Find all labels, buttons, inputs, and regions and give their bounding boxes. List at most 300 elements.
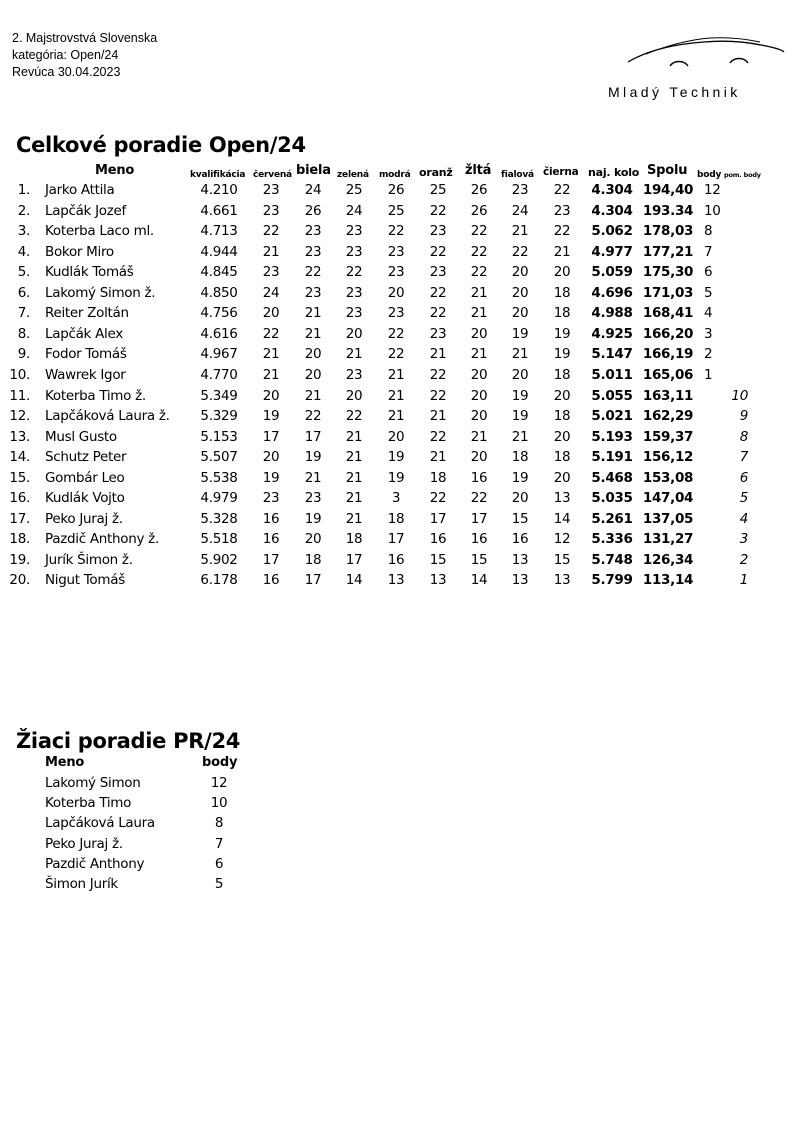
- naj-cell: 5.035: [591, 490, 633, 507]
- rank-cell: 1.: [17, 182, 30, 198]
- naj-cell: 5.468: [591, 469, 633, 486]
- body-cell: 4: [704, 305, 713, 322]
- cervena-cell: 23: [262, 264, 280, 281]
- cervena-cell: 17: [262, 428, 280, 445]
- oranz-cell: 21: [429, 449, 447, 466]
- competitor-name-cell: Lapčák Jozef: [45, 202, 126, 219]
- naj-cell: 5.055: [591, 387, 633, 404]
- fialova-cell: 23: [511, 182, 529, 198]
- spolu-cell: 147,04: [642, 490, 694, 507]
- kval-cell: 4.756: [200, 305, 238, 322]
- competitor-name-cell: Lapčáková Laura ž.: [45, 408, 170, 425]
- kval-cell: 4.850: [200, 284, 238, 301]
- table-row: [0, 221, 800, 241]
- spolu-cell: 166,20: [642, 325, 694, 342]
- cierna-cell: 23: [553, 202, 571, 219]
- zlta-cell: 20: [470, 408, 488, 425]
- spolu-cell: 163,11: [642, 387, 694, 404]
- competitor-name-cell: Fodor Tomáš: [45, 346, 127, 363]
- cierna-cell: 15: [553, 551, 571, 568]
- rank-cell: 15.: [9, 469, 30, 486]
- body-cell: 8: [214, 815, 224, 832]
- cierna-cell: 22: [553, 182, 571, 198]
- fialova-cell: 21: [511, 428, 529, 445]
- fialova-cell: 16: [511, 531, 529, 548]
- naj-cell: 5.799: [591, 572, 633, 589]
- spolu-cell: 156,12: [642, 449, 694, 466]
- cierna-cell: 12: [553, 531, 571, 548]
- modra-cell: 20: [387, 284, 405, 301]
- modra-cell: 19: [387, 449, 405, 466]
- modra-cell: 22: [387, 223, 405, 240]
- spolu-cell: 137,05: [642, 510, 694, 527]
- zelena-cell: 21: [345, 346, 363, 363]
- body-cell: 6: [214, 855, 224, 872]
- naj-cell: 5.193: [591, 428, 633, 445]
- oranz-cell: 22: [429, 428, 447, 445]
- col-header-name: Meno: [95, 163, 135, 178]
- kval-cell: 5.518: [200, 531, 238, 548]
- biela-cell: 17: [304, 428, 322, 445]
- cervena-cell: 20: [262, 387, 280, 404]
- naj-cell: 4.977: [591, 243, 633, 260]
- table-row: [0, 813, 300, 833]
- zelena-cell: 24: [345, 202, 363, 219]
- zelena-cell: 14: [345, 572, 363, 589]
- zelena-cell: 20: [345, 325, 363, 342]
- zelena-cell: 17: [345, 551, 363, 568]
- biela-cell: 24: [304, 182, 322, 198]
- cervena-cell: 20: [262, 449, 280, 466]
- biela-cell: 21: [304, 325, 322, 342]
- cierna-cell: 20: [553, 428, 571, 445]
- competitor-name-cell: Peko Juraj ž.: [45, 835, 123, 852]
- table-row: [0, 406, 800, 426]
- body-cell: 10: [210, 795, 228, 812]
- spolu-cell: 165,06: [642, 366, 694, 383]
- kval-cell: 4.979: [200, 490, 238, 507]
- competitor-name-cell: Koterba Timo ž.: [45, 387, 146, 404]
- rank-cell: 11.: [9, 387, 30, 404]
- cierna-cell: 20: [553, 387, 571, 404]
- zelena-cell: 23: [345, 305, 363, 322]
- competitor-name-cell: Reiter Zoltán: [45, 305, 129, 322]
- zelena-cell: 22: [345, 264, 363, 281]
- biela-cell: 17: [304, 572, 322, 589]
- cervena-cell: 19: [262, 469, 280, 486]
- juniors-col-header-body: body: [202, 755, 238, 770]
- oranz-cell: 23: [429, 325, 447, 342]
- fialova-cell: 24: [511, 202, 529, 219]
- table-row: [0, 468, 800, 488]
- table-row: [0, 242, 800, 262]
- body-cell: 2: [704, 346, 713, 363]
- rank-cell: 16.: [9, 490, 30, 507]
- col-header-oranz: oranž: [419, 166, 453, 179]
- biela-cell: 21: [304, 469, 322, 486]
- naj-cell: 5.059: [591, 264, 633, 281]
- fialova-cell: 21: [511, 223, 529, 240]
- mlady-technik-logo: [608, 30, 788, 105]
- spolu-cell: 113,14: [642, 572, 694, 589]
- biela-cell: 23: [304, 243, 322, 260]
- logo-text: Mladý Technik: [608, 84, 741, 100]
- biela-cell: 23: [304, 490, 322, 507]
- competitor-name-cell: Musl Gusto: [45, 428, 117, 445]
- zlta-cell: 22: [470, 490, 488, 507]
- col-header-body: body: [697, 170, 722, 180]
- naj-cell: 4.696: [591, 284, 633, 301]
- biela-cell: 23: [304, 223, 322, 240]
- fialova-cell: 18: [511, 449, 529, 466]
- biela-cell: 22: [304, 408, 322, 425]
- rank-cell: 14.: [9, 449, 30, 466]
- kval-cell: 6.178: [200, 572, 238, 589]
- modra-cell: 18: [387, 510, 405, 527]
- body-cell: 5: [214, 876, 224, 892]
- cervena-cell: 21: [262, 243, 280, 260]
- rank-cell: 6.: [17, 284, 30, 301]
- cervena-cell: 16: [262, 531, 280, 548]
- pom-body-cell: 5: [739, 490, 748, 507]
- modra-cell: 16: [387, 551, 405, 568]
- modra-cell: 21: [387, 366, 405, 383]
- fialova-cell: 20: [511, 490, 529, 507]
- modra-cell: 17: [387, 531, 405, 548]
- spolu-cell: 193.34: [642, 202, 694, 219]
- table-row: [0, 509, 800, 529]
- zelena-cell: 21: [345, 469, 363, 486]
- fialova-cell: 13: [511, 572, 529, 589]
- competitor-name-cell: Kudlák Vojto: [45, 490, 125, 507]
- kval-cell: 4.770: [200, 366, 238, 383]
- naj-cell: 5.748: [591, 551, 633, 568]
- body-cell: 12: [210, 775, 228, 791]
- oranz-cell: 22: [429, 243, 447, 260]
- modra-cell: 22: [387, 325, 405, 342]
- naj-cell: 4.925: [591, 325, 633, 342]
- rank-cell: 8.: [17, 325, 30, 342]
- overall-ranking-title: Celkové poradie Open/24: [16, 133, 306, 157]
- table-row: [0, 793, 300, 813]
- modra-cell: 13: [387, 572, 405, 589]
- zlta-cell: 22: [470, 243, 488, 260]
- rank-cell: 2.: [17, 202, 30, 219]
- oranz-cell: 23: [429, 223, 447, 240]
- competitor-name-cell: Wawrek Igor: [45, 366, 126, 383]
- pom-body-cell: 9: [739, 408, 748, 425]
- cervena-cell: 17: [262, 551, 280, 568]
- table-row: [0, 447, 800, 467]
- zlta-cell: 20: [470, 449, 488, 466]
- spolu-cell: 178,03: [642, 223, 694, 240]
- modra-cell: 22: [387, 346, 405, 363]
- cierna-cell: 18: [553, 408, 571, 425]
- rank-cell: 10.: [9, 366, 30, 383]
- competitor-name-cell: Jarko Attila: [45, 182, 115, 198]
- cierna-cell: 18: [553, 284, 571, 301]
- biela-cell: 19: [304, 510, 322, 527]
- table-row: [0, 488, 800, 508]
- event-title: 2. Majstrovstvá Slovenska: [12, 31, 158, 45]
- kval-cell: 4.616: [200, 325, 238, 342]
- cierna-cell: 18: [553, 366, 571, 383]
- zelena-cell: 20: [345, 387, 363, 404]
- fialova-cell: 20: [511, 284, 529, 301]
- rank-cell: 7.: [17, 305, 30, 322]
- zlta-cell: 16: [470, 531, 488, 548]
- spolu-cell: 194,40: [642, 182, 694, 198]
- rank-cell: 17.: [9, 510, 30, 527]
- kval-cell: 4.661: [200, 202, 238, 219]
- zelena-cell: 25: [345, 182, 363, 198]
- kval-cell: 5.538: [200, 469, 238, 486]
- rank-cell: 12.: [9, 408, 30, 425]
- zlta-cell: 14: [470, 572, 488, 589]
- cervena-cell: 23: [262, 202, 280, 219]
- table-row: [0, 365, 800, 385]
- cervena-cell: 22: [262, 223, 280, 240]
- competitor-name-cell: Lapčák Alex: [45, 325, 123, 342]
- cervena-cell: 20: [262, 305, 280, 322]
- cierna-cell: 19: [553, 346, 571, 363]
- body-cell: 1: [704, 366, 713, 383]
- biela-cell: 22: [304, 264, 322, 281]
- table-row: [0, 344, 800, 364]
- zlta-cell: 21: [470, 428, 488, 445]
- pom-body-cell: 1: [739, 572, 748, 589]
- kval-cell: 4.944: [200, 243, 238, 260]
- table-row: [0, 834, 300, 854]
- fialova-cell: 20: [511, 305, 529, 322]
- col-header-pom-body: pom. body: [724, 171, 761, 179]
- zelena-cell: 23: [345, 223, 363, 240]
- table-row: [0, 303, 800, 323]
- biela-cell: 20: [304, 366, 322, 383]
- zelena-cell: 23: [345, 243, 363, 260]
- zlta-cell: 20: [470, 387, 488, 404]
- competitor-name-cell: Kudlák Tomáš: [45, 264, 134, 281]
- zlta-cell: 22: [470, 264, 488, 281]
- cervena-cell: 24: [262, 284, 280, 301]
- zlta-cell: 26: [470, 182, 488, 198]
- oranz-cell: 21: [429, 408, 447, 425]
- biela-cell: 23: [304, 284, 322, 301]
- body-cell: 3: [704, 325, 713, 342]
- kval-cell: 5.349: [200, 387, 238, 404]
- pom-body-cell: 6: [739, 469, 748, 486]
- col-header-zelena: zelená: [337, 170, 369, 180]
- body-cell: 12: [704, 182, 721, 198]
- car-silhouette-icon: [626, 30, 786, 75]
- rank-cell: 13.: [9, 428, 30, 445]
- oranz-cell: 15: [429, 551, 447, 568]
- zelena-cell: 21: [345, 510, 363, 527]
- table-row: [0, 324, 800, 344]
- oranz-cell: 22: [429, 490, 447, 507]
- table-row: [0, 262, 800, 282]
- juniors-ranking-title: Žiaci poradie PR/24: [16, 729, 241, 753]
- kval-cell: 5.902: [200, 551, 238, 568]
- naj-cell: 4.988: [591, 305, 633, 322]
- cierna-cell: 21: [553, 243, 571, 260]
- pom-body-cell: 2: [739, 551, 748, 568]
- fialova-cell: 22: [511, 243, 529, 260]
- competitor-name-cell: Bokor Miro: [45, 243, 114, 260]
- cierna-cell: 13: [553, 490, 571, 507]
- modra-cell: 21: [387, 387, 405, 404]
- competitor-name-cell: Gombár Leo: [45, 469, 125, 486]
- competitor-name-cell: Koterba Laco ml.: [45, 223, 154, 240]
- modra-cell: 23: [387, 243, 405, 260]
- zlta-cell: 21: [470, 305, 488, 322]
- zelena-cell: 23: [345, 284, 363, 301]
- table-row: [0, 529, 800, 549]
- rank-cell: 5.: [17, 264, 30, 281]
- col-header-cervena: červená: [253, 170, 292, 180]
- oranz-cell: 25: [429, 182, 447, 198]
- modra-cell: 23: [387, 305, 405, 322]
- body-cell: 8: [704, 223, 713, 240]
- table-row: [0, 180, 800, 200]
- competitor-name-cell: Pazdič Anthony: [45, 855, 145, 872]
- zelena-cell: 21: [345, 428, 363, 445]
- spolu-cell: 171,03: [642, 284, 694, 301]
- cervena-cell: 19: [262, 408, 280, 425]
- body-cell: 10: [704, 202, 721, 219]
- competitor-name-cell: Pazdič Anthony ž.: [45, 531, 159, 548]
- zlta-cell: 20: [470, 366, 488, 383]
- rank-cell: 18.: [9, 531, 30, 548]
- kval-cell: 4.845: [200, 264, 238, 281]
- pom-body-cell: 3: [739, 531, 748, 548]
- col-header-naj-kolo: naj. kolo: [588, 166, 640, 179]
- competitor-name-cell: Koterba Timo: [45, 795, 132, 812]
- col-header-zlta: žltá: [465, 163, 492, 178]
- spolu-cell: 162,29: [642, 408, 694, 425]
- zlta-cell: 26: [470, 202, 488, 219]
- naj-cell: 4.304: [591, 202, 633, 219]
- naj-cell: 4.304: [591, 182, 633, 198]
- spolu-cell: 168,41: [642, 305, 694, 322]
- biela-cell: 20: [304, 531, 322, 548]
- naj-cell: 5.011: [591, 366, 633, 383]
- fialova-cell: 19: [511, 408, 529, 425]
- modra-cell: 26: [387, 182, 405, 198]
- zelena-cell: 18: [345, 531, 363, 548]
- zlta-cell: 17: [470, 510, 488, 527]
- fialova-cell: 20: [511, 366, 529, 383]
- naj-cell: 5.191: [591, 449, 633, 466]
- competitor-name-cell: Lakomý Simon ž.: [45, 284, 156, 301]
- rank-cell: 19.: [9, 551, 30, 568]
- cierna-cell: 14: [553, 510, 571, 527]
- zlta-cell: 16: [470, 469, 488, 486]
- biela-cell: 19: [304, 449, 322, 466]
- table-row: [0, 283, 800, 303]
- fialova-cell: 15: [511, 510, 529, 527]
- rank-cell: 4.: [17, 243, 30, 260]
- body-cell: 7: [214, 835, 224, 852]
- modra-cell: 3: [391, 490, 401, 507]
- zlta-cell: 15: [470, 551, 488, 568]
- cervena-cell: 16: [262, 510, 280, 527]
- spolu-cell: 166,19: [642, 346, 694, 363]
- zelena-cell: 23: [345, 366, 363, 383]
- modra-cell: 23: [387, 264, 405, 281]
- table-row: [0, 773, 300, 793]
- fialova-cell: 20: [511, 264, 529, 281]
- competitor-name-cell: Lakomý Simon: [45, 775, 141, 791]
- kval-cell: 4.713: [200, 223, 238, 240]
- cierna-cell: 13: [553, 572, 571, 589]
- cierna-cell: 18: [553, 449, 571, 466]
- cervena-cell: 21: [262, 346, 280, 363]
- oranz-cell: 23: [429, 264, 447, 281]
- cierna-cell: 22: [553, 223, 571, 240]
- modra-cell: 20: [387, 428, 405, 445]
- rank-cell: 20.: [9, 572, 30, 589]
- table-row: [0, 201, 800, 221]
- col-header-biela: biela: [296, 163, 331, 178]
- biela-cell: 18: [304, 551, 322, 568]
- modra-cell: 21: [387, 408, 405, 425]
- body-cell: 7: [704, 243, 713, 260]
- fialova-cell: 21: [511, 346, 529, 363]
- spolu-cell: 153,08: [642, 469, 694, 486]
- competitor-name-cell: Šimon Jurík: [45, 876, 118, 892]
- zlta-cell: 21: [470, 284, 488, 301]
- cierna-cell: 20: [553, 469, 571, 486]
- zlta-cell: 20: [470, 325, 488, 342]
- competitor-name-cell: Lapčáková Laura: [45, 815, 155, 832]
- col-header-spolu: Spolu: [647, 163, 688, 178]
- naj-cell: 5.062: [591, 223, 633, 240]
- oranz-cell: 22: [429, 284, 447, 301]
- naj-cell: 5.021: [591, 408, 633, 425]
- kval-cell: 5.153: [200, 428, 238, 445]
- oranz-cell: 22: [429, 366, 447, 383]
- cervena-cell: 22: [262, 325, 280, 342]
- cierna-cell: 19: [553, 325, 571, 342]
- col-header-kvalifikacia: kvalifikácia: [190, 170, 246, 180]
- fialova-cell: 19: [511, 387, 529, 404]
- table-row: [0, 427, 800, 447]
- competitor-name-cell: Schutz Peter: [45, 449, 127, 466]
- pom-body-cell: 8: [739, 428, 748, 445]
- cervena-cell: 23: [262, 490, 280, 507]
- competitor-name-cell: Nigut Tomáš: [45, 572, 125, 589]
- rank-cell: 9.: [17, 346, 30, 363]
- table-row: [0, 550, 800, 570]
- biela-cell: 26: [304, 202, 322, 219]
- oranz-cell: 17: [429, 510, 447, 527]
- spolu-cell: 159,37: [642, 428, 694, 445]
- col-header-cierna: čierna: [543, 166, 579, 178]
- oranz-cell: 22: [429, 305, 447, 322]
- kval-cell: 5.329: [200, 408, 238, 425]
- body-cell: 5: [704, 284, 713, 301]
- table-row: [0, 854, 300, 874]
- cervena-cell: 16: [262, 572, 280, 589]
- fialova-cell: 13: [511, 551, 529, 568]
- oranz-cell: 18: [429, 469, 447, 486]
- pom-body-cell: 10: [731, 387, 748, 404]
- spolu-cell: 175,30: [642, 264, 694, 281]
- fialova-cell: 19: [511, 325, 529, 342]
- spolu-cell: 131,27: [642, 531, 694, 548]
- table-row: [0, 570, 800, 590]
